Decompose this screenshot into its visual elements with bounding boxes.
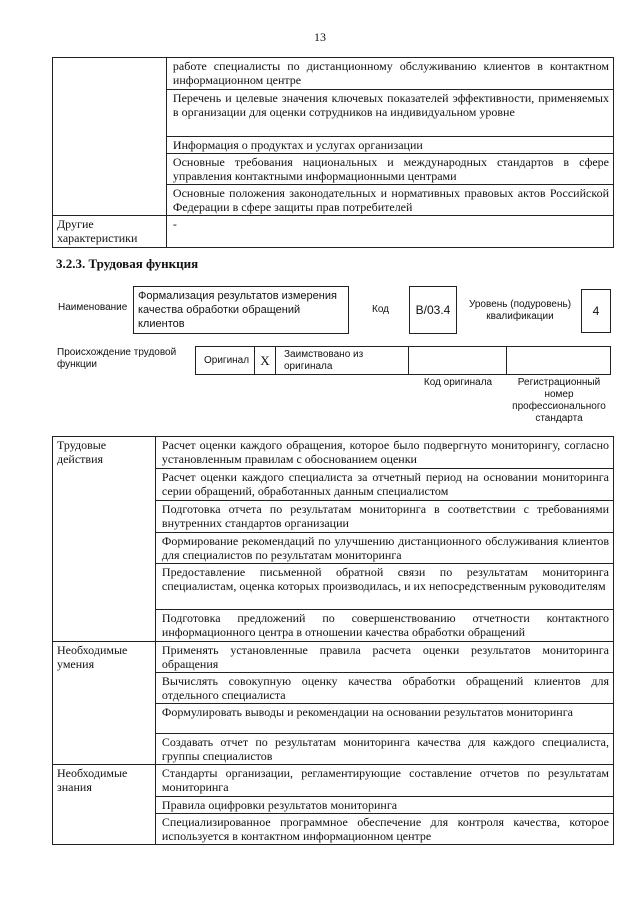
empty-label-cell — [53, 58, 167, 216]
table-row: Вычислять совокупную оценку качества обработки обращений клиентов для отдельного специалиста — [155, 673, 613, 704]
labor-actions-label: Трудовые действия — [53, 437, 156, 642]
code-original-label: Код оригинала — [423, 377, 493, 388]
table-row: Подготовка отчета по результатам мониторинга в соответствии с требованиями внутренних стандартов организации — [155, 501, 613, 533]
origin-row — [195, 346, 611, 375]
table-row: работе специалисты по дистанционному обслуживанию клиентов в контактном информационном центре — [166, 58, 613, 90]
origin-label: Происхождение трудовой функции — [57, 347, 177, 370]
knowledge-continuation-table — [52, 57, 614, 248]
name-label: Наименование — [58, 302, 128, 313]
name-value-box — [133, 286, 349, 334]
table-row: Формирование рекомендаций по улучшению дистанционного обслуживания клиентов для специалистов по результатам мониторинга — [155, 533, 613, 564]
table-row: Предоставление письменной обратной связи по результатам мониторинга специалистам, оценка которых производилась, и их непосредственным руководителям — [155, 564, 613, 610]
table-row: Перечень и целевые значения ключевых показателей эффективности, применяемых в организации для оценки сотрудников на индивидуальном уровне — [166, 90, 613, 137]
function-code: В/03.4 — [415, 303, 451, 317]
original-label: Оригинал — [204, 355, 250, 366]
table-row: Расчет оценки каждого обращения, которое было подвергнуто мониторингу, согласно установленным правилам с обоснованием оценки — [155, 437, 613, 469]
reg-number-label: Регистрационный номер профессионального стандарта — [512, 377, 606, 424]
code-value-box — [409, 286, 457, 334]
code-original-cell — [408, 347, 506, 374]
borrowed-label: Заимствовано из оригинала — [284, 349, 364, 372]
table-row: Формулировать выводы и рекомендации на основании результатов мониторинга — [155, 704, 613, 734]
table-row: Правила оцифровки результатов мониторинга — [155, 797, 613, 814]
table-row: Подготовка предложений по совершенствованию отчетности контактного информационного центра в отношении качества обработки обращений — [155, 610, 613, 642]
table-row: Расчет оценки каждого специалиста за отчетный период на основании мониторинга серии обращений, обработанных данным специалистом — [155, 469, 613, 501]
required-knowledge-label: Необходимые знания — [53, 765, 156, 845]
section-heading: 3.2.3. Трудовая функция — [56, 256, 199, 271]
level-label: Уровень (подуровень) квалификации — [468, 299, 572, 322]
table-row: Стандарты организации, регламентирующие составление отчетов по результатам мониторинга — [155, 765, 613, 797]
table-row: Основные положения законодательных и нормативных правовых актов Российской Федерации в сфере защиты прав потребителей — [166, 185, 613, 216]
other-characteristics-value: - — [166, 216, 613, 248]
reg-number-cell — [506, 347, 610, 374]
function-name: Формализация результатов измерения качества обработки обращений клиентов — [138, 290, 337, 330]
table-row: Основные требования национальных и международных стандартов в сфере управления контактными информационными центрами — [166, 154, 613, 185]
table-row: Создавать отчет по результатам мониторинга качества для каждого специалиста, группы специалистов — [155, 734, 613, 765]
original-mark: Х — [254, 347, 276, 374]
code-label: Код — [372, 304, 390, 315]
level-value-box — [581, 289, 611, 333]
labor-function-table — [52, 436, 614, 845]
page-number: 13 — [314, 30, 326, 44]
table-row: Специализированное программное обеспечение для контроля качества, которое используется в контактном информационном центре — [155, 814, 613, 845]
table-row: Информация о продуктах и услугах организации — [166, 137, 613, 154]
qualification-level: 4 — [592, 304, 600, 318]
required-skills-label: Необходимые умения — [53, 642, 156, 765]
table-row: Применять установленные правила расчета оценки результатов мониторинга обращения — [155, 642, 613, 673]
other-characteristics-label: Другие характеристики — [53, 216, 167, 248]
